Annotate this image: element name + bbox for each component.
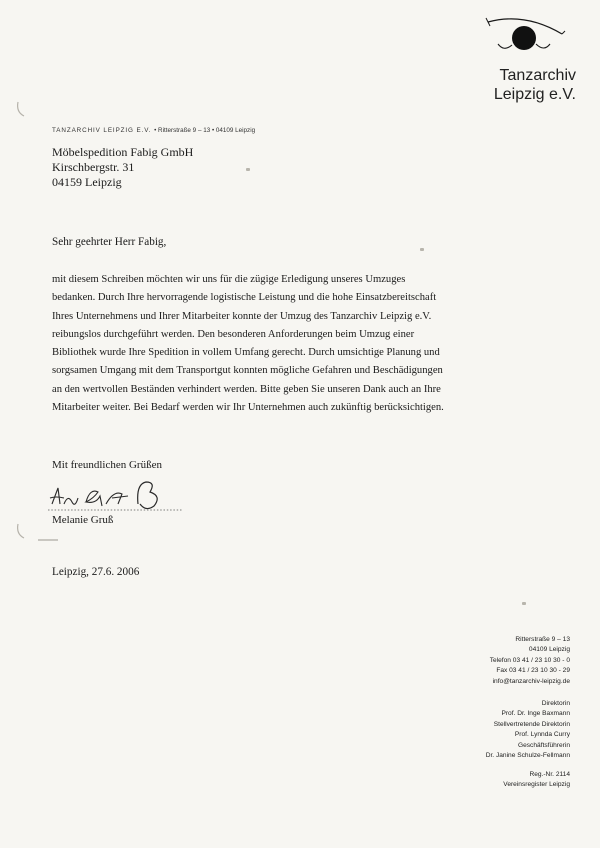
sender-address: • Ritterstraße 9 – 13 • 04109 Leipzig <box>154 127 256 134</box>
footer-street: Ritterstraße 9 – 13 <box>515 636 570 643</box>
closing-phrase: Mit freundlichen Grüßen <box>52 459 162 471</box>
footer-registry-court: Vereinsregister Leipzig <box>503 781 570 789</box>
organization-logo-text <box>466 66 576 104</box>
recipient-company: Möbelspedition Fabig GmbH <box>52 145 194 159</box>
body-line: sorgsamen Umgang mit dem Transportgut konnten mögliche Gefahren und Beschädigungen <box>52 365 443 377</box>
recipient-address-block <box>52 145 193 190</box>
letter-body <box>52 271 502 417</box>
body-line: Bibliothek wurde Ihre Spedition in vollem Umfang gerecht. Durch umsichtige Planung und <box>52 347 440 359</box>
recipient-street: Kirschbergstr. 31 <box>52 160 135 174</box>
sender-name: TANZARCHIV LEIPZIG E.V. <box>52 127 152 134</box>
footer-direction-line: Direktorin <box>541 700 570 707</box>
punch-hole-mark <box>14 520 36 542</box>
footer-phone: Telefon 03 41 / 23 10 30 - 0 <box>489 656 570 664</box>
paper-speck <box>522 602 526 605</box>
footer-direction-line: Prof. Dr. Inge Baxmann <box>501 710 570 718</box>
handwritten-signature <box>42 474 192 518</box>
footer-registry-block <box>503 770 570 791</box>
body-line: mit diesem Schreiben möchten wir uns für die zügige Erledigung unseres Umzuges <box>52 274 406 285</box>
footer-direction-line: Prof. Lynnda Curry <box>514 731 570 739</box>
eye-logo-icon <box>484 14 566 58</box>
body-line: Ihres Unternehmens und Ihrer Mitarbeiter konnte der Umzug des Tanzarchiv Leipzig e.V. <box>52 310 432 322</box>
footer-contact-block <box>490 635 570 687</box>
footer-direction-block <box>486 699 570 761</box>
footer-email: info@tanzarchiv-leipzig.de <box>492 677 570 685</box>
signer-name: Melanie Gruß <box>52 514 114 526</box>
organization-name-line1: Tanzarchiv <box>499 67 576 84</box>
footer-direction-line: Dr. Janine Schulze-Fellmann <box>485 752 570 760</box>
body-line: bedanken. Durch Ihre hervorragende logistische Leistung und die hohe Einsatzbereitschaft <box>52 292 437 304</box>
body-line: Mitarbeiter weiter. Bei Bedarf werden wir Ihr Unternehmen auch zukünftig berücksichtigen. <box>52 402 444 414</box>
place-and-date: Leipzig, 27.6. 2006 <box>52 566 140 578</box>
sender-line <box>52 127 255 134</box>
salutation: Sehr geehrter Herr Fabig, <box>52 236 167 248</box>
footer-direction-line: Stellvertretende Direktorin <box>493 720 570 728</box>
body-line: an den wertvollen Beständen verhindert werden. Bitte geben Sie unseren Dank auch an Ihre <box>52 383 441 395</box>
body-line: reibungslos durchgeführt werden. Den besonderen Anforderungen beim Umzug einer <box>52 328 415 340</box>
footer-city: 04109 Leipzig <box>528 646 570 654</box>
recipient-city: 04159 Leipzig <box>52 175 122 189</box>
paper-speck <box>246 168 250 171</box>
organization-name-line2: Leipzig e.V. <box>493 86 576 103</box>
footer-direction-line: Geschäftsführerin <box>517 741 570 749</box>
fold-mark <box>38 539 58 541</box>
footer-fax: Fax 03 41 / 23 10 30 - 29 <box>496 667 570 675</box>
punch-hole-mark <box>14 98 36 120</box>
paper-speck <box>420 248 424 251</box>
footer-registry-number: Reg.-Nr. 2114 <box>529 771 570 778</box>
